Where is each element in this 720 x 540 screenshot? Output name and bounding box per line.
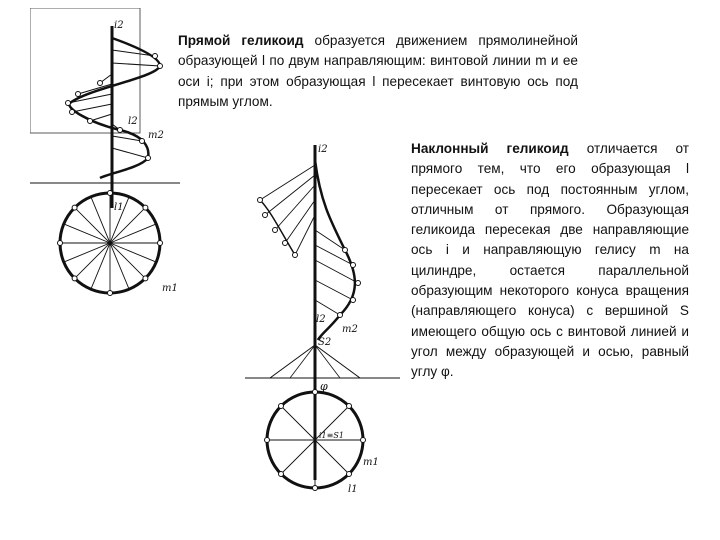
oblique-helicoid-drawing (240, 140, 405, 500)
paragraph-right-helicoid (178, 31, 578, 112)
label-l2: l2 (316, 314, 326, 325)
label-s2: S2 (318, 337, 332, 348)
body-right-helicoid: образуется движением прямолинейной образующей l по двум направляющим: винтовой линии m и ее оси i; при этом образующая l пересекает винтовую ось под прямым углом. (178, 33, 578, 109)
label-l1: l1 (114, 202, 124, 213)
generator-lines-front (260, 165, 358, 315)
generator-lines-front (68, 50, 160, 158)
helix-front (315, 160, 355, 340)
helix-points-front (66, 54, 163, 161)
term-right-helicoid: Прямой геликоид (178, 33, 304, 48)
label-m2: m2 (342, 324, 358, 335)
helix-points-front (258, 198, 361, 318)
right-helicoid-drawing (30, 8, 180, 298)
label-i2: i2 (318, 144, 328, 155)
paragraph-oblique-helicoid (411, 139, 689, 383)
label-i2: i2 (114, 20, 124, 31)
label-l2: l2 (128, 116, 138, 127)
body-oblique-helicoid: отличается от прямого тем, что его образующая l пересекает ось под постоянным углом, отличным от прямого. Образующая геликоида пересекая две направляющие ось i и направляющую гелису m на цилиндре, остается параллельной образующим некоторого конуса вращения (направляющего конуса) с вершиной S имеющего общую ось с винтовой линией и угол между образующей и осью, равный углу φ. (411, 141, 689, 380)
label-i1-s1: i1≡S1 (319, 431, 344, 440)
term-oblique-helicoid: Наклонный геликоид (411, 141, 569, 156)
label-m1: m1 (162, 283, 178, 294)
label-m1: m1 (363, 457, 379, 468)
label-phi: φ (320, 380, 328, 393)
label-m2: m2 (148, 130, 164, 141)
label-l1: l1 (348, 484, 358, 495)
